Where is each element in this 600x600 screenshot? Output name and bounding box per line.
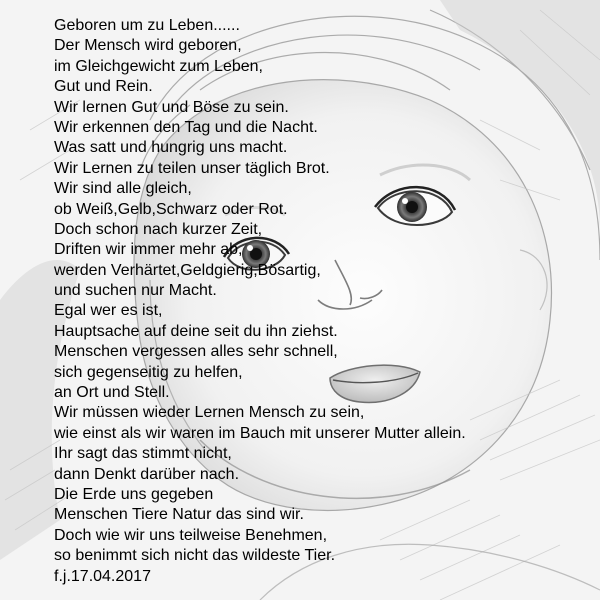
poem-line: im Gleichgewicht zum Leben, <box>54 57 263 75</box>
poem-line: und suchen nur Macht. <box>54 282 217 300</box>
poem-line: Hauptsache auf deine seit du ihn ziehst. <box>54 322 338 340</box>
poem-line: Geboren um zu Leben...... <box>54 17 240 34</box>
poem-line: Driften wir immer mehr ab, <box>54 241 243 259</box>
poem-line: Menschen vergessen alles sehr schnell, <box>54 343 338 361</box>
poem-line: Egal wer es ist, <box>54 302 163 320</box>
poem-line: sich gegenseitig zu helfen, <box>54 363 243 381</box>
poem-line: ob Weiß,Gelb,Schwarz oder Rot. <box>54 200 288 218</box>
poem-signature-date: f.j.17.04.2017 <box>54 567 151 585</box>
poem-line: Wir müssen wieder Lernen Mensch zu sein, <box>54 404 365 422</box>
poem-line: Wir Lernen zu teilen unser täglich Brot. <box>54 159 330 177</box>
poem-line: Wir lernen Gut und Böse zu sein. <box>54 98 289 116</box>
poem-line: Ihr sagt das stimmt nicht, <box>54 445 232 463</box>
poem-line: Wir sind alle gleich, <box>54 180 192 198</box>
poem-line: werden Verhärtet,Geldgierig,Bösartig, <box>54 261 321 279</box>
poem-line: dann Denkt darüber nach. <box>54 465 240 483</box>
poem-line: Was satt und hungrig uns macht. <box>54 139 288 157</box>
poem-line: wie einst als wir waren im Bauch mit unserer Mutter allein. <box>54 424 466 442</box>
poem-line: Die Erde uns gegeben <box>54 485 214 503</box>
poem-line: Doch wie wir uns teilweise Benehmen, <box>54 526 328 544</box>
poem-line: an Ort und Stell. <box>54 384 170 402</box>
poem-text <box>54 16 466 587</box>
poem-line: Menschen Tiere Natur das sind wir. <box>54 506 304 524</box>
poem-line: Der Mensch wird geboren, <box>54 37 242 55</box>
poem-line: Gut und Rein. <box>54 78 153 96</box>
poem-line: Doch schon nach kurzer Zeit, <box>54 220 263 238</box>
poem-line: Wir erkennen den Tag und die Nacht. <box>54 118 318 136</box>
poem-line: so benimmt sich nicht das wildeste Tier. <box>54 547 336 565</box>
